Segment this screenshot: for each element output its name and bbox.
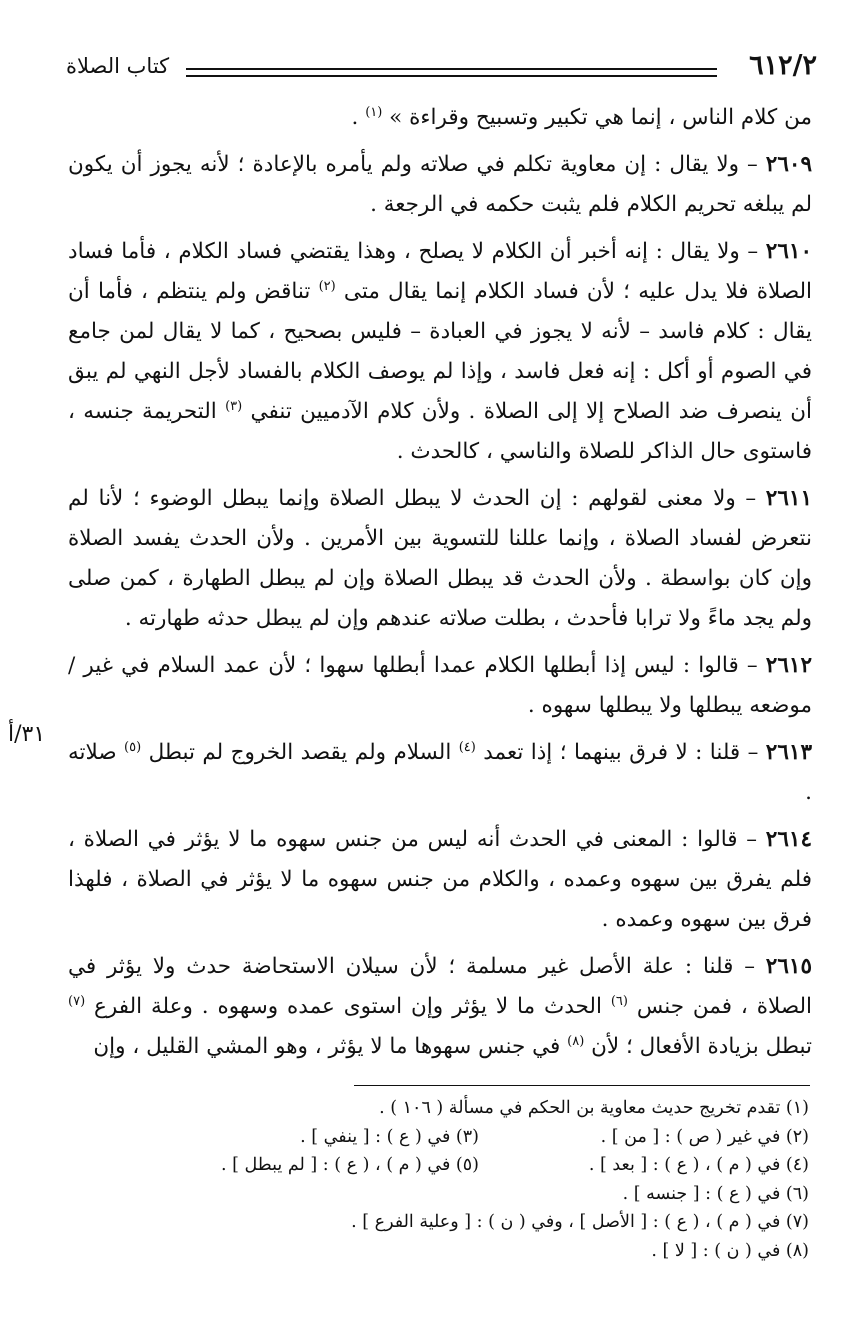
footnote-ref: (١) [365, 104, 383, 120]
footnote: (٤) في ( م ) ، ( ع ) : [ بعد ] . [588, 1155, 809, 1175]
paragraph-text: تناقض ولم ينتظم ، فأما أن يقال : كلام فاسد – لأنه لا يجوز في العبادة – فليس بصحيح ، كما لا يقال لمن جامع في الصوم أو أكل : إنه فعل فاسد ، وإذا لم يوصف الكلام بالفساد لأجل النهي لم يبق أن ينصرف ضد الصلاح إلا إلى الصلاة . ولأن كلام الآدميين تنفي [68, 279, 812, 424]
page-number: ٦١٢/٢ [749, 50, 817, 81]
paragraph-text: في جنس سهوها ما لا يؤثر ، وهو المشي القليل ، وإن [93, 1034, 568, 1059]
paragraph-text: – قالوا : المعنى في الحدث أنه ليس من جنس سهوه ما لا يؤثر في الصلاة ، فلم يفرق بين سهوه وعمده ، والكلام من جنس سهوه ما لا يؤثر في الصلاة ، فلهذا فرق بين سهوه وعمده . [68, 827, 812, 932]
footnote-ref: (٥) [124, 739, 142, 755]
paragraph-text: السلام ولم يقصد الخروج لم تبطل [141, 740, 459, 765]
footnote-row [110, 1151, 809, 1180]
paragraph [68, 733, 812, 813]
paragraph-number: ٢٦٠٩ [765, 152, 812, 177]
paragraph-number: ٢٦١٥ [765, 954, 812, 979]
footnote-ref: (٣) [225, 398, 243, 414]
footnote: (٥) في ( م ) ، ( ع ) : [ لم يبطل ] . [221, 1155, 479, 1175]
paragraph [68, 232, 812, 472]
footnote-row [110, 1123, 809, 1152]
page-header [66, 48, 817, 88]
footnotes [110, 1094, 809, 1265]
footnote: (٢) في غير ( ص ) : [ من ] . [600, 1126, 809, 1147]
paragraph-text: صلاته . [68, 740, 812, 805]
paragraph-number: ٢٦١١ [765, 486, 812, 511]
paragraph-text: الحدث ما لا يؤثر وإن استوى عمده وسهوه . وعلة الفرع [85, 994, 611, 1019]
footnote: (٨) في ( ن ) : [ لا ] . [651, 1240, 809, 1261]
paragraph-number: ٢٦١٣ [765, 740, 812, 765]
paragraph-number: ٢٦١٢ [765, 653, 812, 678]
paragraph-text: – قلنا : علة الأصل غير مسلمة ؛ لأن سيلان الاستحاضة حدث ولا يؤثر في الصلاة ، فمن جنس [68, 954, 812, 1019]
paragraph-number: ٢٦١٠ [765, 239, 812, 264]
footnote: (٣) في ( ع ) : [ ينفي ] . [300, 1126, 479, 1147]
paragraph-text: . [351, 105, 366, 130]
paragraph-text: – قلنا : لا فرق بينهما ؛ إذا تعمد [475, 740, 766, 765]
paragraph-number: ٢٦١٤ [765, 827, 812, 852]
paragraph-text: التحريمة جنسه ، فاستوى حال الذاكر للصلاة والناسي ، كالحدث . [68, 399, 812, 464]
paragraph-text: – ولا معنى لقولهم : إن الحدث لا يبطل الصلاة وإنما يبطل الوضوء ؛ لأنا لم نتعرض لفساد الصلاة ، وإنما عللنا للتسوية بين الأمرين . ولأن الحدث يفسد الصلاة وإن كان بواسطة . ولأن الحدث قد يبطل الصلاة وإن لم يبطل الطهارة ، كمن صلى ولم يجد ماءً ولا ترابا فأحدث ، بطلت صلاته عندهم وإن لم يبطل حدثه طهارته . [68, 486, 812, 631]
paragraph-text: تبطل بزيادة الأفعال ؛ لأن [584, 1034, 812, 1059]
paragraph-text: – ولا يقال : إن معاوية تكلم في صلاته ولم يأمره بالإعادة ؛ لأنه يجوز أن يكون لم يبلغه تحريم الكلام فلم يثبت حكمه في الرجعة . [68, 152, 812, 217]
manuscript-folio-marker: ٣١/أ [8, 722, 46, 747]
paragraph [68, 479, 812, 639]
footnote-ref: (٦) [610, 993, 628, 1009]
footnote-separator [354, 1085, 810, 1086]
paragraph [68, 947, 812, 1067]
paragraph [68, 820, 812, 940]
main-text [68, 98, 812, 1074]
footnote-ref: (٢) [318, 278, 336, 294]
footnote: (٧) في ( م ) ، ( ع ) : [ الأصل ] ، وفي ( ن ) : [ وعلية الفرع ] . [351, 1212, 809, 1232]
paragraph [68, 145, 812, 225]
footnote-ref: (٨) [567, 1033, 585, 1049]
paragraph-text: – ولا يقال : إنه أخبر أن الكلام لا يصلح ، وهذا يقتضي فساد الكلام ، فأما فساد الصلاة فلا يدل عليه ؛ لأن فساد الكلام إنما يقال متى [68, 239, 813, 304]
paragraph-text: – قالوا : ليس إذا أبطلها الكلام عمدا أبطلها سهوا ؛ لأن عمد السلام في غير / موضعه يبطلها ولا يبطلها سهوه . [68, 653, 812, 718]
book-title: كتاب الصلاة [66, 54, 170, 78]
paragraph [68, 646, 812, 726]
header-double-rule [186, 68, 717, 77]
footnote-ref: (٤) [458, 739, 476, 755]
footnote-ref: (٧) [68, 993, 86, 1009]
paragraph-text: من كلام الناس ، إنما هي تكبير وتسبيح وقراءة » [382, 105, 812, 130]
paragraph [68, 98, 812, 138]
footnote: (١) تقدم تخريج حديث معاوية بن الحكم في مسألة ( ١٠٦ ) . [379, 1098, 809, 1118]
footnote: (٦) في ( ع ) : [ جنسه ] . [622, 1183, 809, 1204]
